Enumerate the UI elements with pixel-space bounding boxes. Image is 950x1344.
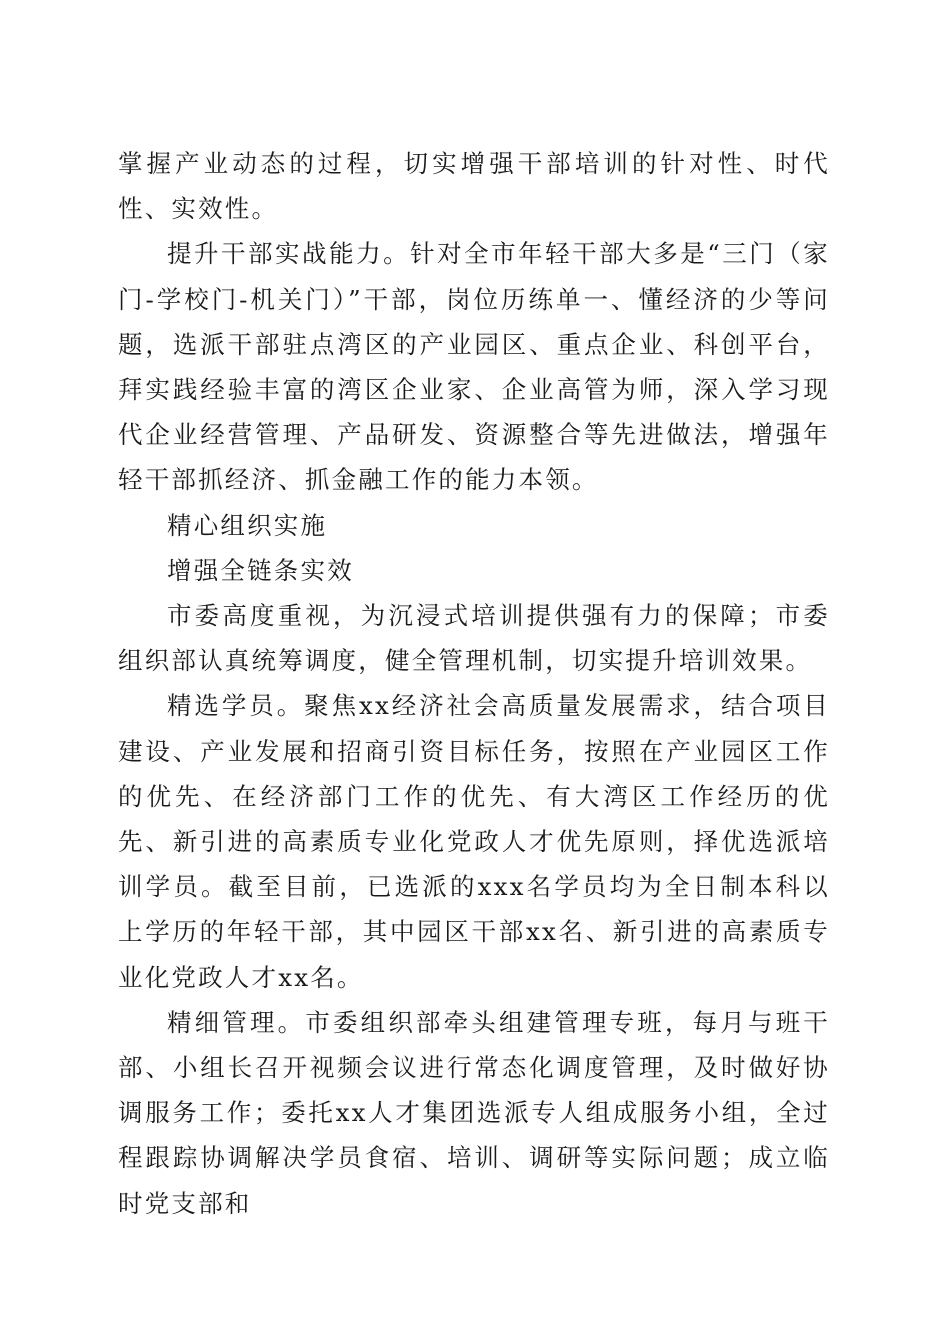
paragraph-continued: 掌握产业动态的过程，切实增强干部培训的针对性、时代性、实效性。 (118, 149, 830, 224)
document-body (118, 141, 830, 1226)
section-heading-organize: 精心组织实施 (167, 510, 328, 540)
paragraph-select-trainees: 精选学员。聚焦xx经济社会高质量发展需求，结合项目建设、产业发展和招商引资目标任务，按照在产业园区工作的优先、在经济部门工作的优先、有大湾区工作经历的优先、新引进的高素质专业化党政人才优先原则，择优选派培训学员。截至目前，已选派的xxx名学员均为全日制本科以上学历的年轻干部，其中园区干部xx名、新引进的高素质专业化党政人才xx名。 (118, 691, 830, 992)
paragraph-combat-capability: 提升干部实战能力。针对全市年轻干部大多是“三门（家门-学校门-机关门）”干部，岗位历练单一、懂经济的少等问题，选派干部驻点湾区的产业园区、重点企业、科创平台，拜实践经验丰富的湾区企业家、企业高管为师，深入学习现代企业经营管理、产品研发、资源整合等先进做法，增强年轻干部抓经济、抓金融工作的能力本领。 (118, 239, 830, 495)
paragraph-committee-support: 市委高度重视，为沉浸式培训提供强有力的保障；市委组织部认真统筹调度，健全管理机制，切实提升培训效果。 (118, 601, 830, 676)
paragraph-fine-management: 精细管理。市委组织部牵头组建管理专班，每月与班干部、小组长召开视频会议进行常态化调度管理，及时做好协调服务工作；委托xx人才集团选派专人组成服务小组，全过程跟踪协调解决学员食宿、培训、调研等实际问题；成立临时党支部和 (118, 1007, 830, 1218)
section-heading-effectiveness: 增强全链条实效 (167, 555, 354, 585)
